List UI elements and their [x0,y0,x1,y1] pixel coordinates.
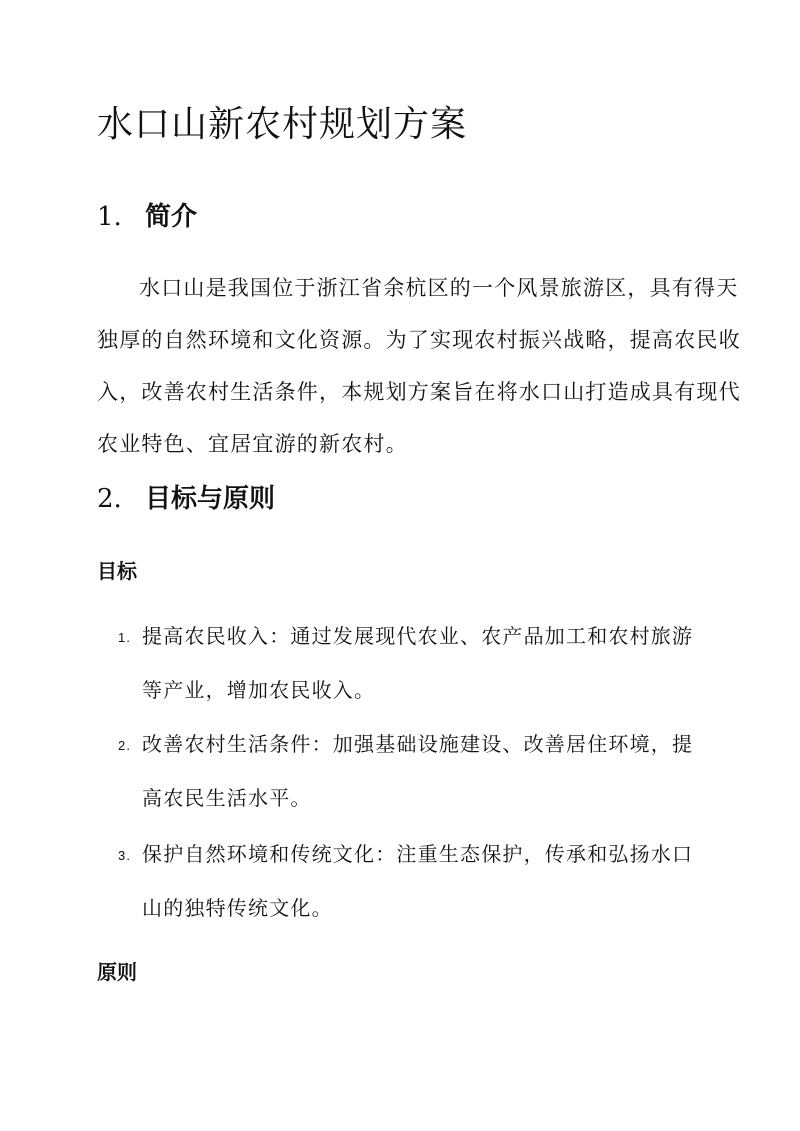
document-title: 水口山新农村规划方案 [97,104,468,145]
introduction-paragraph [97,262,741,470]
section-title: 目标与原则 [145,484,276,514]
section-number: 1. [97,202,122,232]
section-heading-introduction [97,196,197,233]
goal-text-line: 改善农村生活条件：加强基础设施建设、改善居住环境，提 [142,732,694,756]
section-title: 简介 [145,202,198,232]
goal-list-item [118,610,718,716]
section-heading-goals-principles [97,478,275,515]
goal-list-item [118,828,718,934]
list-number: 1. [118,629,132,645]
paragraph-line: 水口山是我国位于浙江省余杭区的一个风景旅游区，具有得天 [139,276,739,300]
goal-text-line: 提高农民收入：通过发展现代农业、农产品加工和农村旅游 [142,624,694,648]
list-number: 2. [118,737,132,753]
goal-text-line: 等产业，增加农民收入。 [142,677,376,702]
paragraph-line: 农业特色、宜居宜游的新农村。 [97,432,408,456]
goal-text-line: 保护自然环境和传统文化：注重生态保护，传承和弘扬水口 [142,842,694,866]
goal-text-line: 山的独特传统文化。 [142,895,333,920]
list-number: 3. [118,847,132,863]
paragraph-line: 独厚的自然环境和文化资源。为了实现农村振兴战略，提高农民收 [97,328,741,352]
paragraph-line: 入，改善农村生活条件，本规划方案旨在将水口山打造成具有现代 [97,380,741,404]
section-number: 2. [97,484,122,514]
goals-subheading: 目标 [97,559,137,583]
goal-list-item [118,718,718,824]
goal-text-line: 高农民生活水平。 [142,785,312,810]
principles-subheading: 原则 [97,960,137,984]
